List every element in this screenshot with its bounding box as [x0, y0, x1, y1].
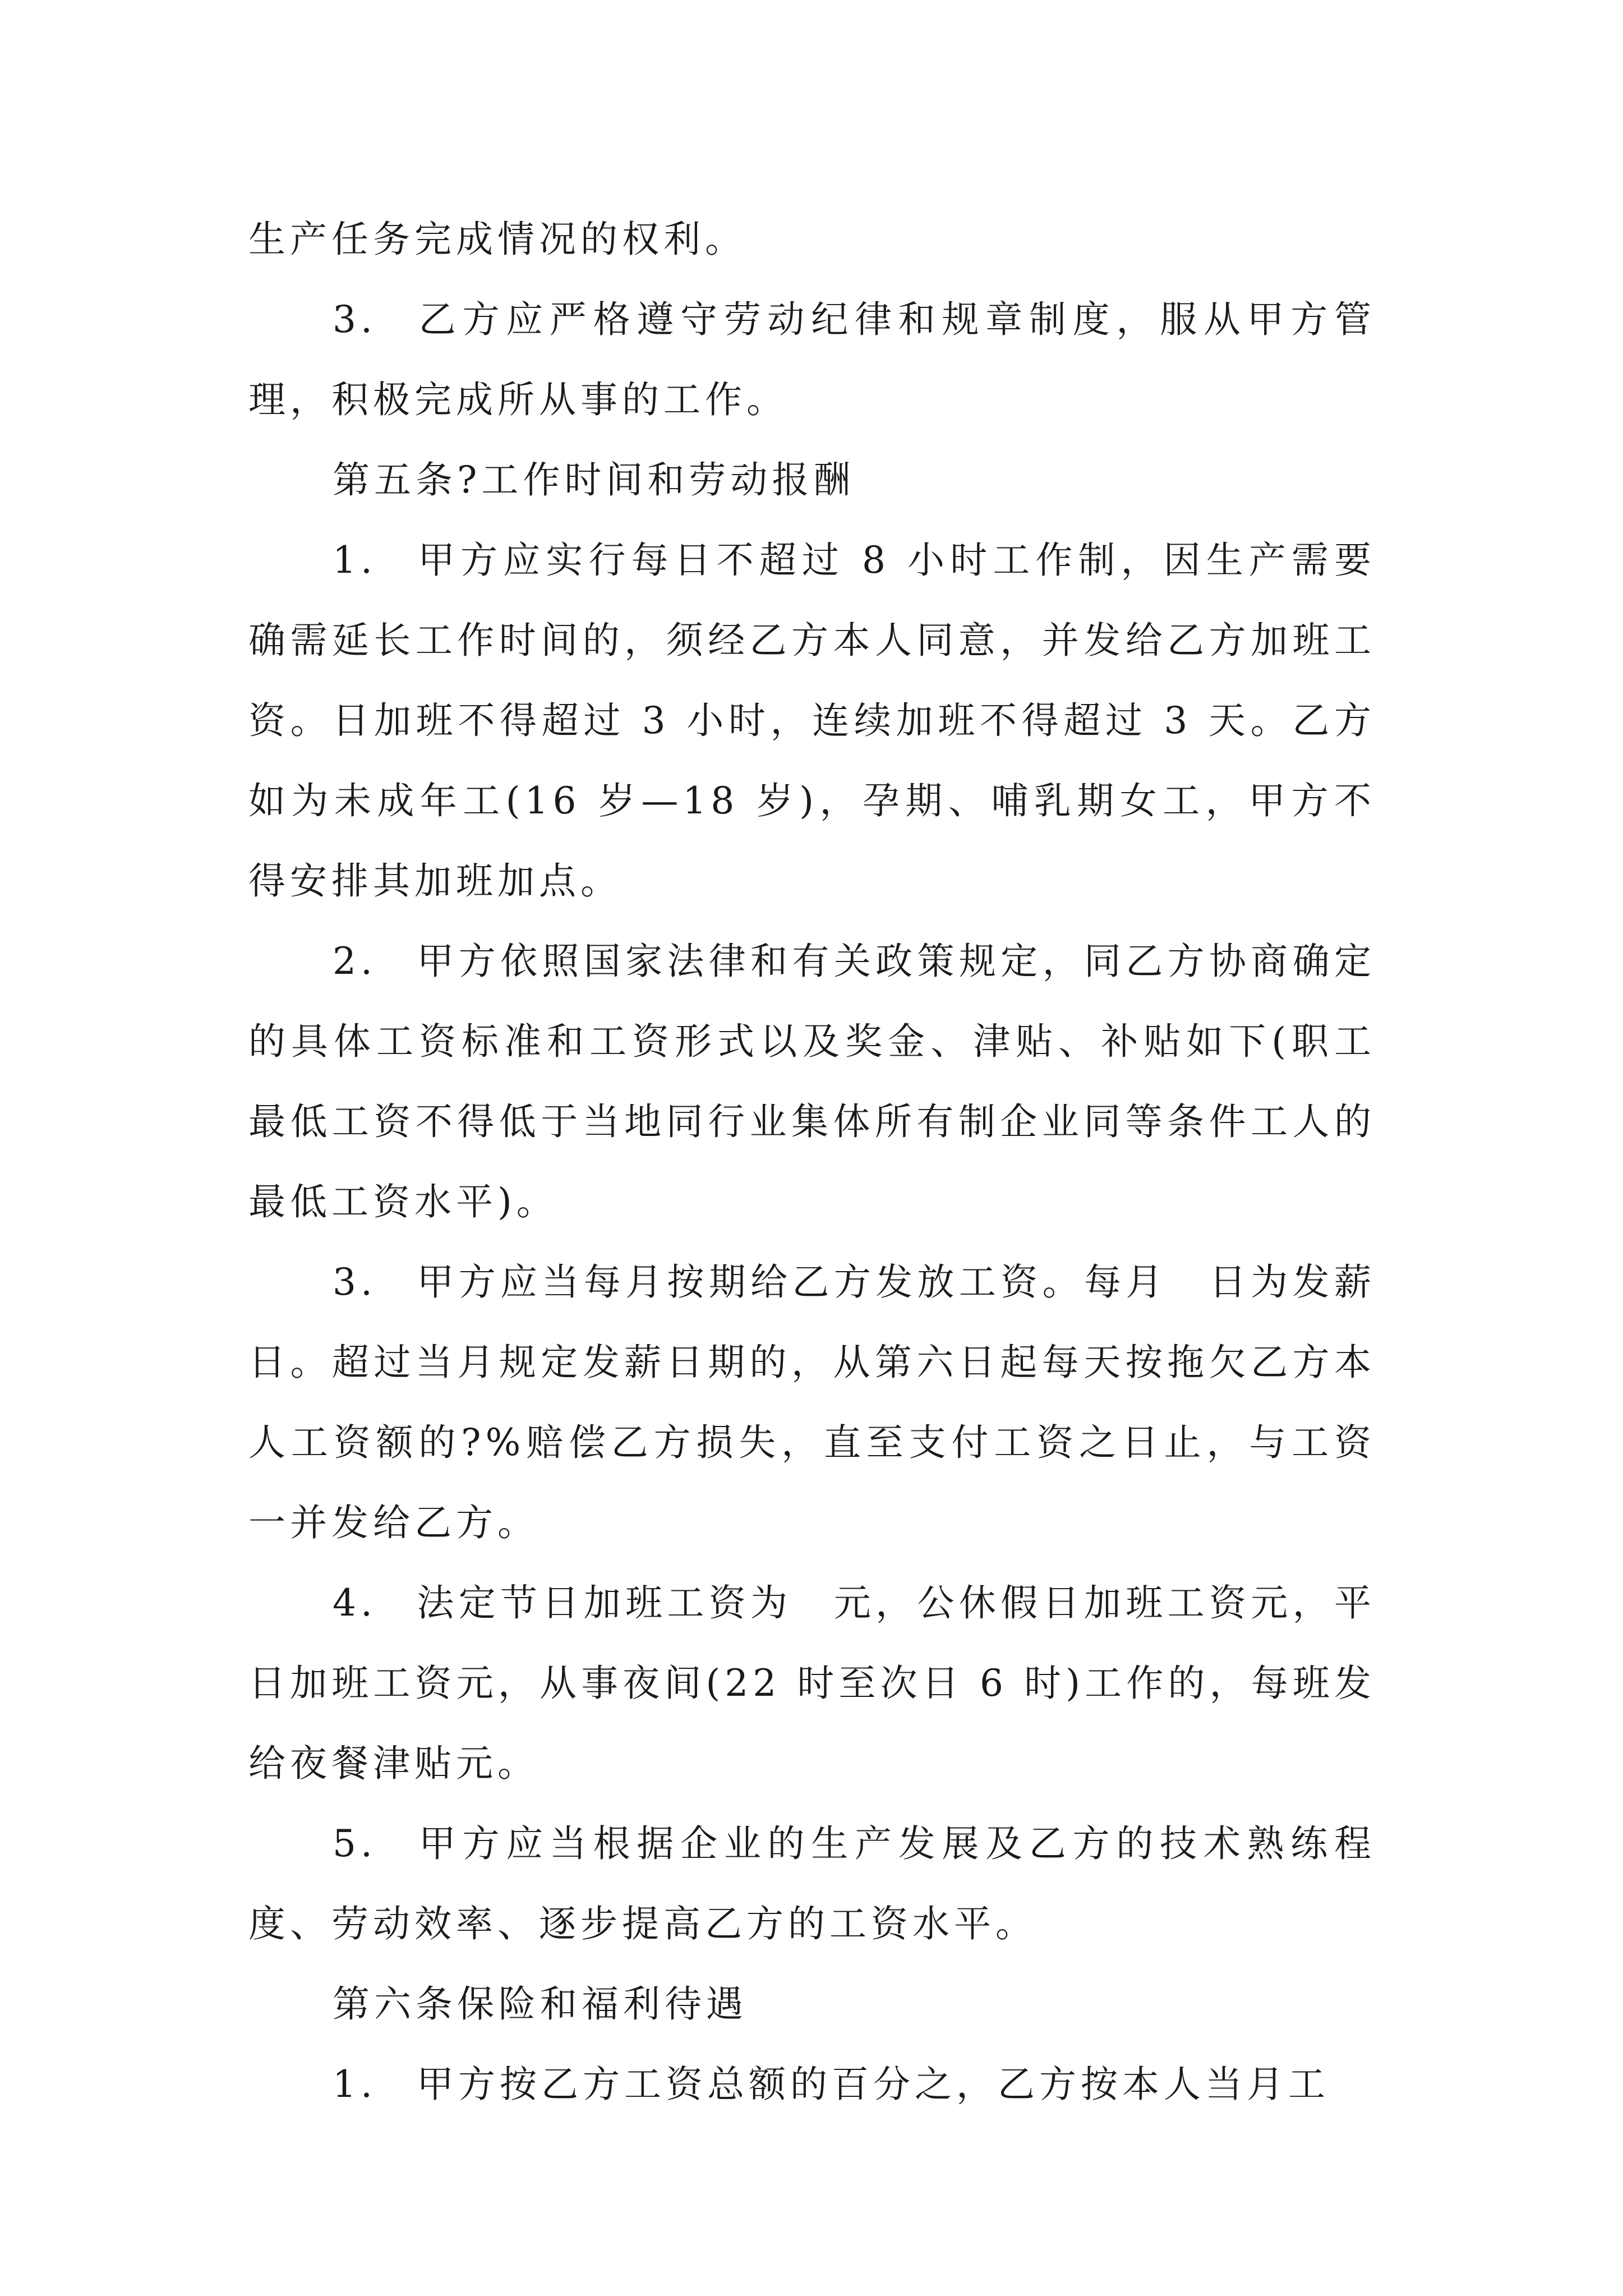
- paragraph-text: 甲方依照国家法律和有关政策规定，同乙方协商确定的具体工资标准和工资形式以及奖金、津贴、补贴如下(职工最低工资不得低于当地同行业集体所有制企业同等条件工人的最低工资水平)。: [248, 940, 1376, 1223]
- paragraph-text: 甲方应当根据企业的生产发展及乙方的技术熟练程度、劳动效率、逐步提高乙方的工资水平。: [248, 1822, 1376, 1945]
- list-item-2-wage-standard: [248, 921, 1376, 1242]
- paragraph-text: 生产任务完成情况的权利。: [248, 218, 746, 261]
- paragraph-text: 乙方应严格遵守劳动纪律和规章制度，服从甲方管理，积极完成所从事的工作。: [248, 298, 1376, 421]
- list-item-number: 3.: [333, 298, 377, 341]
- section-heading-article-6: [248, 1964, 1376, 2044]
- list-item-5-wage-increase: [248, 1803, 1376, 1964]
- section-heading-text: 第六条保险和福利待遇: [333, 1982, 748, 2026]
- list-item-3-discipline: [248, 279, 1376, 440]
- document-body: [248, 199, 1376, 2124]
- list-item-4-overtime-pay: [248, 1563, 1376, 1803]
- paragraph-text: 甲方按乙方工资总额的百分之，乙方按本人当月工: [417, 2063, 1330, 2106]
- list-item-number: 2.: [333, 940, 377, 983]
- list-item-1-insurance: [248, 2044, 1376, 2124]
- list-item-1-working-hours: [248, 520, 1376, 921]
- paragraph-continuation: [248, 199, 1376, 279]
- section-heading-article-5: [248, 440, 1376, 520]
- list-item-number: 5.: [333, 1822, 377, 1865]
- list-item-3-payday: [248, 1242, 1376, 1563]
- list-item-number: 1.: [333, 2063, 377, 2106]
- list-item-number: 4.: [333, 1581, 377, 1625]
- paragraph-text: 甲方应当每月按期给乙方发放工资。每月 日为发薪日。超过当月规定发薪日期的，从第六日起每天按拖欠乙方本人工资额的?%赔偿乙方损失，直至支付工资之日止，与工资一并发给乙方。: [248, 1260, 1376, 1544]
- paragraph-text: 法定节日加班工资为 元，公休假日加班工资元，平日加班工资元，从事夜间(22 时至次日 6 时)工作的，每班发给夜餐津贴元。: [248, 1581, 1376, 1785]
- list-item-number: 3.: [333, 1260, 377, 1304]
- paragraph-text: 甲方应实行每日不超过 8 小时工作制，因生产需要确需延长工作时间的，须经乙方本人同意，并发给乙方加班工资。日加班不得超过 3 小时，连续加班不得超过 3 天。乙方如为未成年工(16 岁—18 岁)，孕期、哺乳期女工，甲方不得安排其加班加点。: [248, 539, 1376, 903]
- section-heading-text: 第五条?工作时间和劳动报酬: [333, 458, 855, 501]
- list-item-number: 1.: [333, 539, 377, 582]
